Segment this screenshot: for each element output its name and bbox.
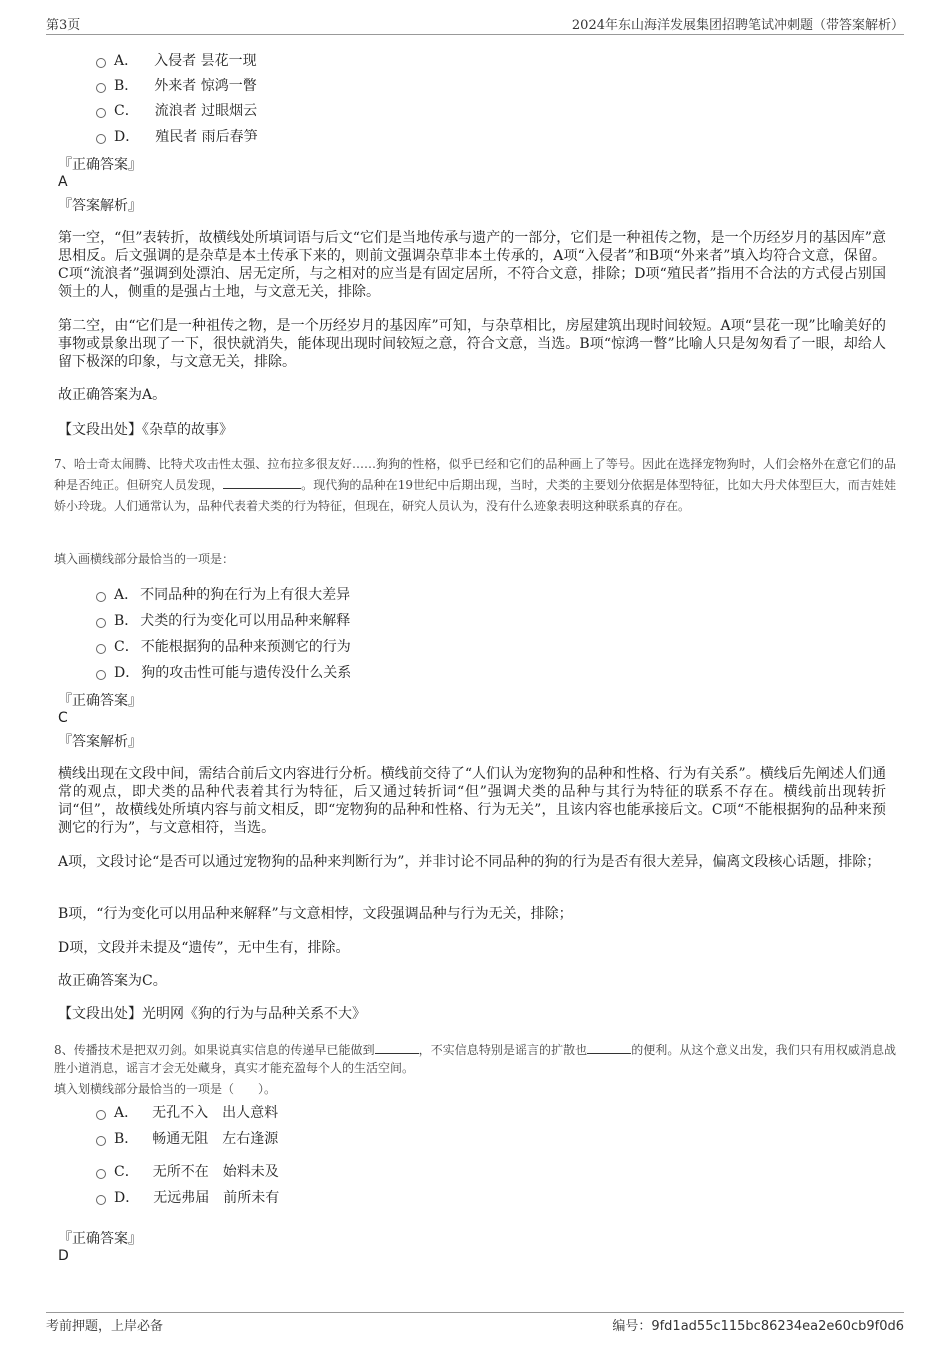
q7-source: 【文段出处】光明网《狗的行为与品种关系不大》 — [58, 1006, 366, 1022]
radio-icon[interactable] — [96, 644, 106, 654]
q7-analysis-paragraph: D项，文段并未提及“遗传”，无中生有，排除。 — [58, 940, 350, 956]
q6-option-d[interactable]: D． 殖民者 雨后春笋 — [96, 126, 258, 146]
q7-option-c[interactable]: C． 不能根据狗的品种来预测它的行为 — [96, 636, 351, 656]
radio-icon[interactable] — [96, 1169, 106, 1179]
fill-blank[interactable] — [223, 476, 301, 489]
q7-answer: C — [58, 710, 68, 726]
document-code: 编号：9fd1ad55c115bc86234ea2e60cb9f0d6 — [612, 1319, 904, 1334]
radio-icon[interactable] — [96, 83, 106, 93]
fill-blank[interactable] — [375, 1041, 419, 1054]
q6-analysis-label: 『答案解析』 — [58, 198, 142, 214]
radio-icon[interactable] — [96, 134, 106, 144]
q6-answer-label: 『正确答案』 — [58, 157, 142, 173]
page-number: 第3页 — [46, 18, 81, 33]
q6-option-b[interactable]: B． 外来者 惊鸿一瞥 — [96, 75, 257, 95]
q8-option-b[interactable]: B． 畅通无阻 左右逢源 — [96, 1128, 278, 1148]
radio-icon[interactable] — [96, 108, 106, 118]
q8-prompt: 填入划横线部分最恰当的一项是（ ）。 — [54, 1082, 277, 1096]
radio-icon[interactable] — [96, 58, 106, 68]
q7-analysis-paragraph: B项，“行为变化可以用品种来解释”与文意相悖，文段强调品种与行为无关，排除； — [58, 906, 573, 922]
radio-icon[interactable] — [96, 670, 106, 680]
q6-option-a[interactable]: A． 入侵者 昙花一现 — [96, 50, 257, 70]
q6-source: 【文段出处】《杂草的故事》 — [58, 422, 233, 438]
q8-option-d[interactable]: D． 无远弗届 前所未有 — [96, 1187, 279, 1207]
fill-blank[interactable] — [587, 1041, 631, 1054]
q7-conclusion: 故正确答案为C。 — [58, 973, 167, 989]
radio-icon[interactable] — [96, 1136, 106, 1146]
q8-stem: 8、传播技术是把双刃剑。如果说真实信息的传递早已能做到 ，不实信息特别是谣言的扩散也 的便利。从这个意义出发，我们只有用权威消息战胜小道消息，谣言才会无处藏身，真实才能充盈每个人的生活空间。 — [54, 1043, 896, 1075]
q8-option-c[interactable]: C． 无所不在 始料未及 — [96, 1161, 279, 1181]
q7-option-d[interactable]: D． 狗的攻击性可能与遗传没什么关系 — [96, 662, 351, 682]
radio-icon[interactable] — [96, 618, 106, 628]
radio-icon[interactable] — [96, 1110, 106, 1120]
footer-slogan: 考前押题，上岸必备 — [46, 1319, 164, 1334]
page-header — [46, 14, 904, 35]
q8-option-a[interactable]: A． 无孔不入 出人意料 — [96, 1102, 278, 1122]
q7-analysis-label: 『答案解析』 — [58, 734, 142, 750]
q7-answer-label: 『正确答案』 — [58, 693, 142, 709]
q8-answer: D — [58, 1248, 69, 1264]
q7-stem: 7、哈士奇太闹腾、比特犬攻击性太强、拉布拉多很友好……狗狗的性格，似乎已经和它们的品种画上了等号。因此在选择宠物狗时，人们会格外在意它们的品种是否纯正。但研究人员发现， 。现代狗的品种在19世纪中后期出现，当时，犬类的主要划分依据是体型特征，比如大丹犬体型巨大，而吉娃娃娇小玲珑。人们通常认为，品种代表着犬类的行为特征，但现在，研究人员认为，没有什么迹象表明这种联系真的存在。 — [54, 457, 896, 513]
q8-answer-label: 『正确答案』 — [58, 1231, 142, 1247]
q6-conclusion: 故正确答案为A。 — [58, 387, 167, 403]
q6-option-c[interactable]: C． 流浪者 过眼烟云 — [96, 100, 257, 120]
q7-prompt: 填入画横线部分最恰当的一项是： — [54, 552, 235, 566]
q7-option-b[interactable]: B． 犬类的行为变化可以用品种来解释 — [96, 610, 350, 630]
q6-analysis-paragraph: 第二空，由“它们是一种祖传之物，是一个历经岁月的基因库”可知，与杂草相比，房屋建筑出现时间较短。A项“昙花一现”比喻美好的事物或景象出现了一下，很快就消失，能体现出现时间较短之意，符合文意，当选。B项“惊鸿一瞥”比喻人只是匆匆看了一眼，却给人留下极深的印象，与文意无关，排除。 — [58, 318, 886, 370]
q7-option-a[interactable]: A． 不同品种的狗在行为上有很大差异 — [96, 584, 350, 604]
page-footer — [46, 1312, 904, 1335]
q6-answer: A — [58, 174, 68, 190]
radio-icon[interactable] — [96, 592, 106, 602]
document-title: 2024年东山海洋发展集团招聘笔试冲刺题（带答案解析） — [571, 18, 904, 33]
q7-analysis-paragraph: 横线出现在文段中间，需结合前后文内容进行分析。横线前交待了“人们认为宠物狗的品种和性格、行为有关系”。横线后先阐述人们通常的观点，即犬类的品种代表着其行为特征，后又通过转折词“但”强调犬类的品种与其行为特征的联系不存在。横线前出现转折词“但”，故横线处所填内容与前文相反，即“宠物狗的品种和性格、行为无关”，且该内容也能承接后文。C项“不能根据狗的品种来预测它的行为”，与文意相符，当选。 — [58, 766, 886, 836]
radio-icon[interactable] — [96, 1195, 106, 1205]
q7-analysis-paragraph: A项，文段讨论“是否可以通过宠物狗的品种来判断行为”，并非讨论不同品种的狗的行为是否有很大差异，偏离文段核心话题，排除； — [58, 854, 881, 870]
q6-analysis-paragraph: 第一空，“但”表转折，故横线处所填词语与后文“它们是当地传承与遗产的一部分，它们是一种祖传之物，是一个历经岁月的基因库”意思相反。后文强调的是杂草是本土传承下来的，则前文强调杂草非本土传承的，A项“入侵者”和B项“外来者”填入均符合文意，保留。C项“流浪者”强调到处漂泊、居无定所，与之相对的应当是有固定居所，不符合文意，排除；D项“殖民者”指用不合法的方式侵占别国领土的人，侧重的是强占土地，与文意无关，排除。 — [58, 230, 886, 300]
